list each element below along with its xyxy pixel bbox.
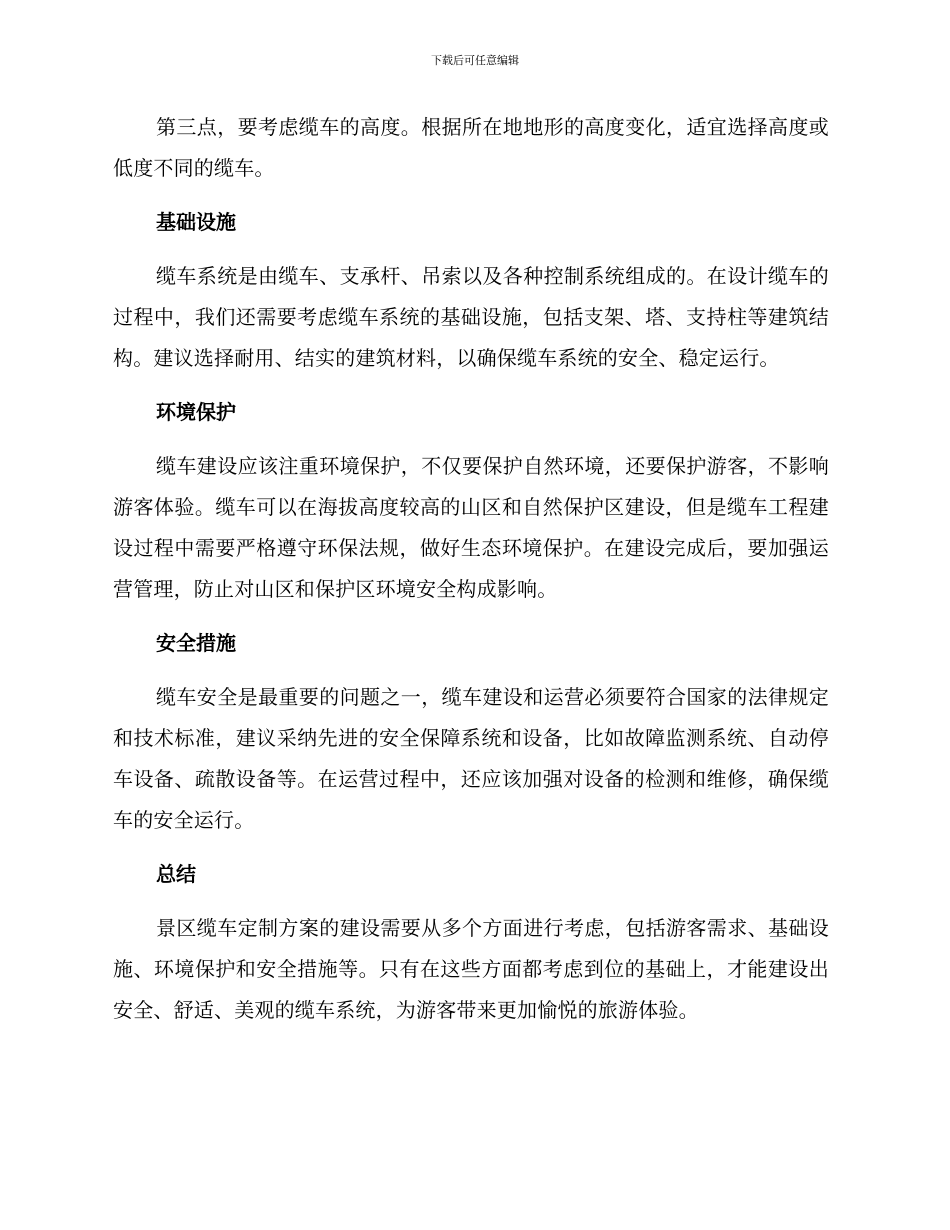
document-body (113, 107, 829, 1031)
heading-summary: 总结 (156, 862, 196, 886)
paragraph-safety: 缆车安全是最重要的问题之一，缆车建设和运营必须要符合国家的法律规定和技术标准，建议采纳先进的安全保障系统和设备，比如故障监测系统、自动停车设备、疏散设备等。在运营过程中，还应该加强对设备的检测和维修，确保缆车的安全运行。 (113, 685, 829, 832)
paragraph-summary: 景区缆车定制方案的建设需要从多个方面进行考虑，包括游客需求、基础设施、环境保护和安全措施等。只有在这些方面都考虑到位的基础上，才能建设出安全、舒适、美观的缆车系统，为游客带来更加愉悦的旅游体验。 (113, 916, 829, 1022)
page-header: 下载后可任意编辑 (431, 54, 519, 67)
heading-infrastructure: 基础设施 (156, 210, 236, 234)
paragraph-infrastructure: 缆车系统是由缆车、支承杆、吊索以及各种控制系统组成的。在设计缆车的过程中，我们还需要考虑缆车系统的基础设施，包括支架、塔、支持柱等建筑结构。建议选择耐用、结实的建筑材料，以确保缆车系统的安全、稳定运行。 (113, 264, 829, 370)
paragraph-environment: 缆车建设应该注重环境保护，不仅要保护自然环境，还要保护游客，不影响游客体验。缆车可以在海拔高度较高的山区和自然保护区建设，但是缆车工程建设过程中需要严格遵守环保法规，做好生态环境保护。在建设完成后，要加强运营管理，防止对山区和保护区环境安全构成影响。 (113, 454, 829, 601)
paragraph-height: 第三点，要考虑缆车的高度。根据所在地地形的高度变化，适宜选择高度或低度不同的缆车。 (113, 115, 829, 180)
heading-environment: 环境保护 (156, 400, 236, 424)
heading-safety: 安全措施 (156, 631, 236, 655)
